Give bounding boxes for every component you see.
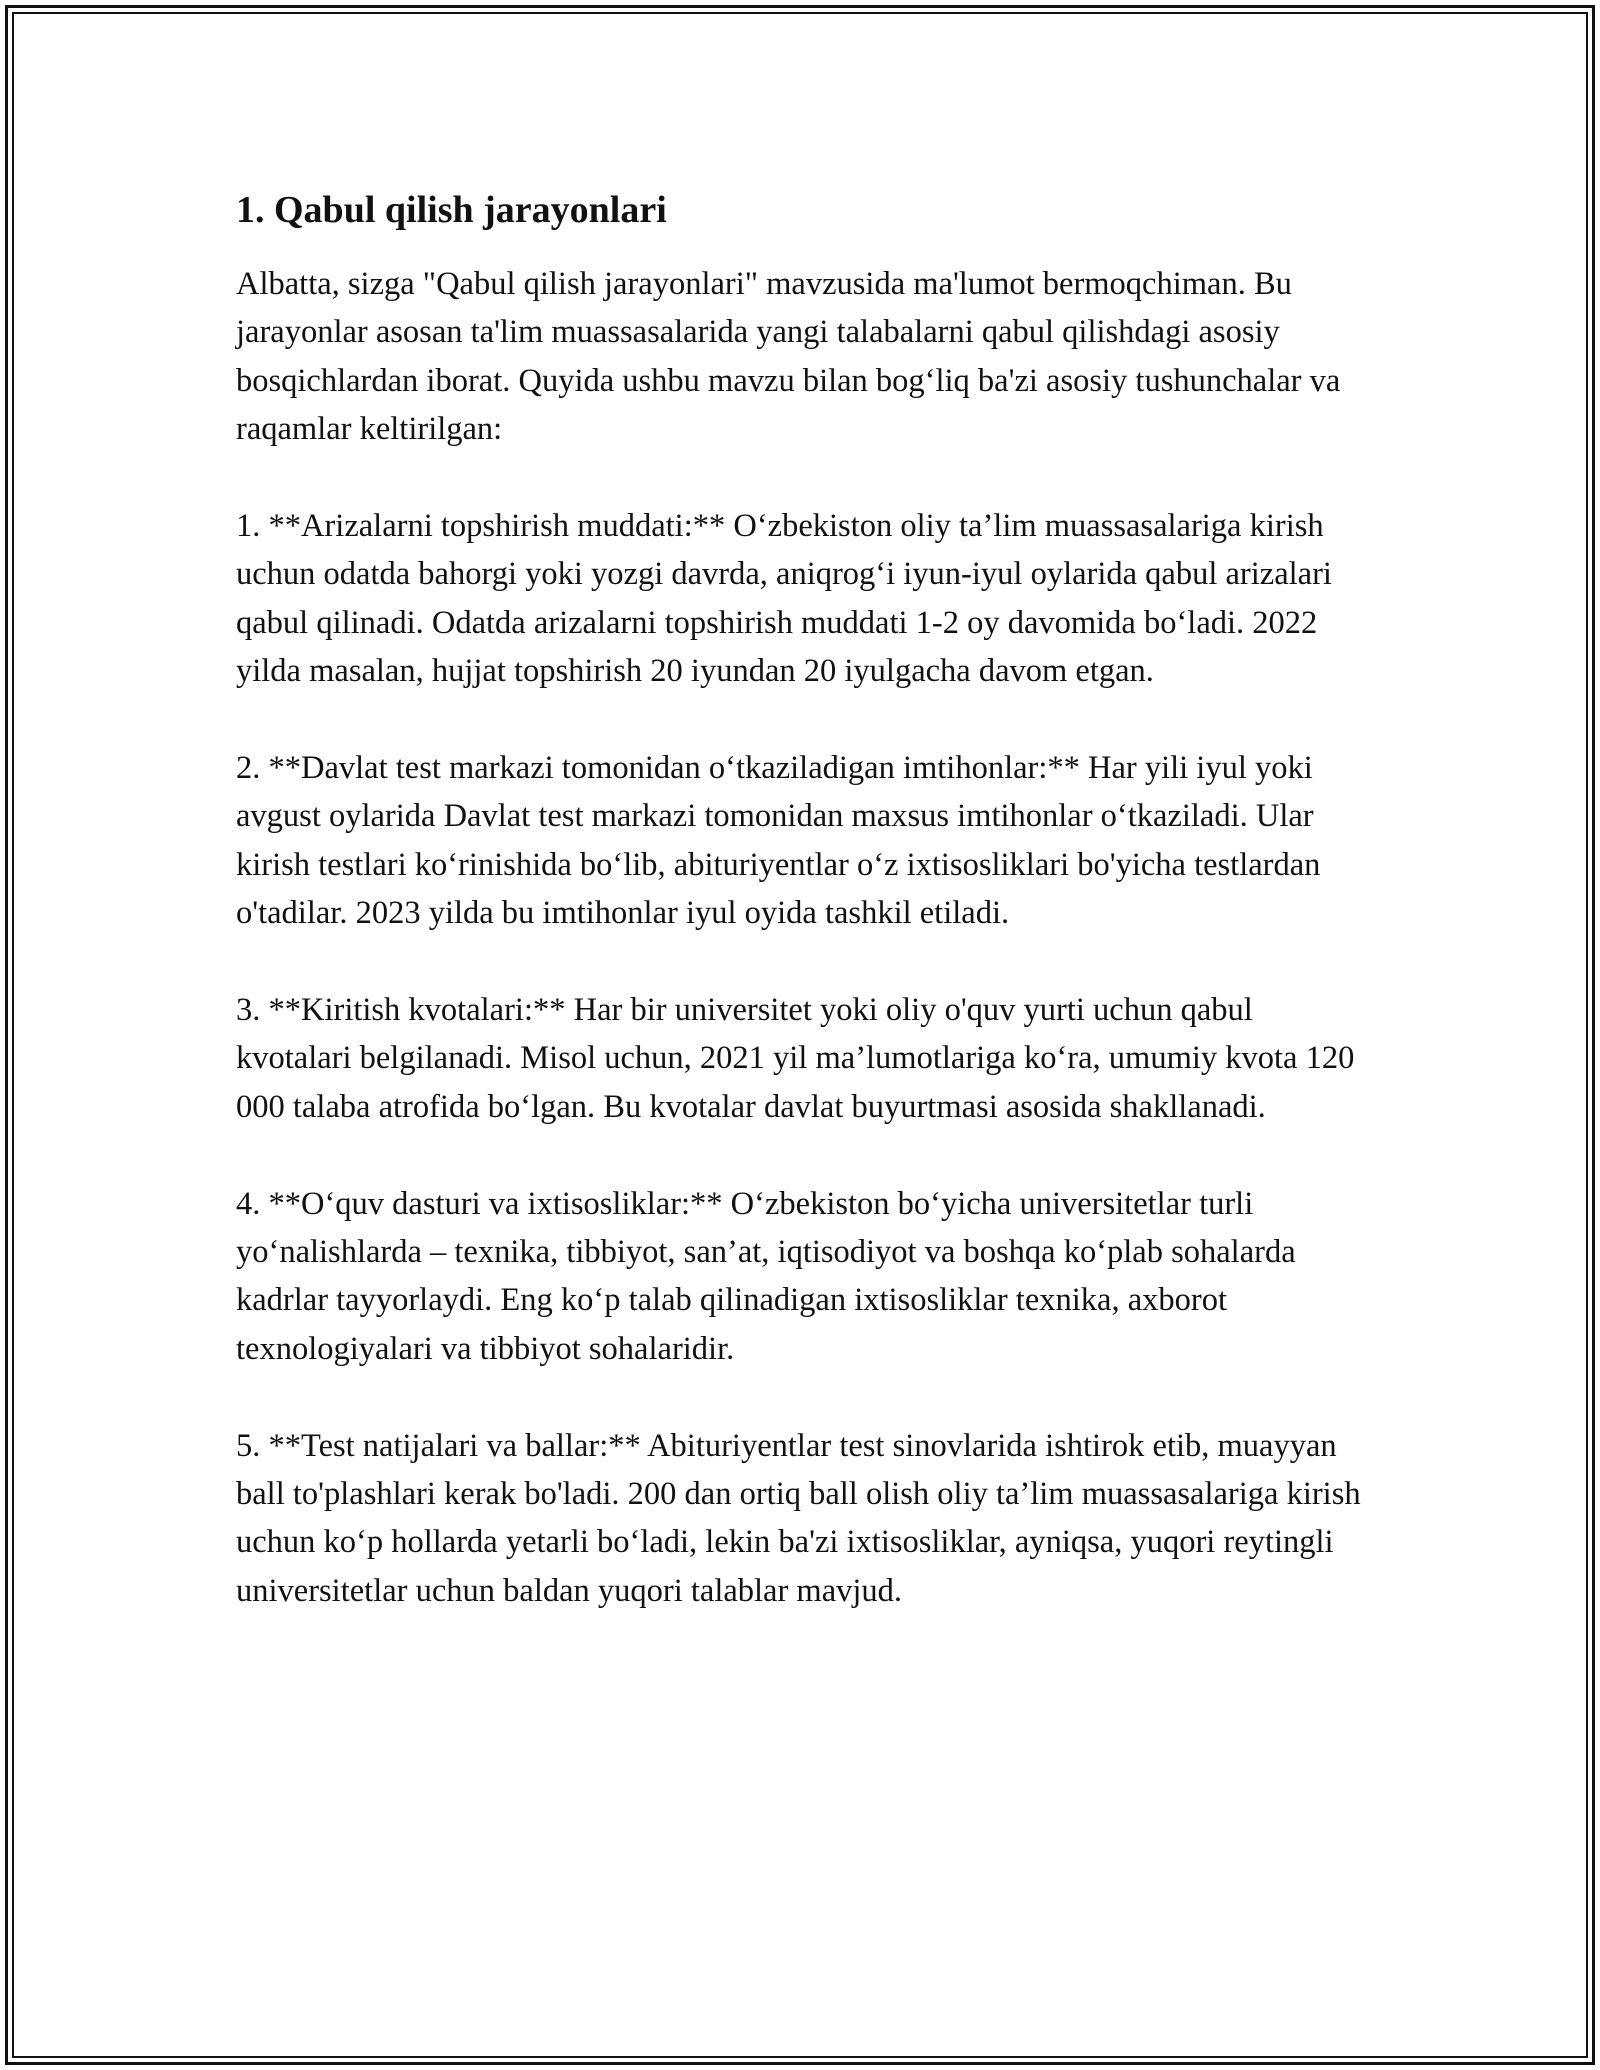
paragraph-spacer [236,696,1366,744]
paragraph-spacer [236,1373,1366,1421]
paragraph-spacer [236,454,1366,502]
list-item: 5. **Test natijalari va ballar:** Abituriyentlar test sinovlarida ishtirok etib, muayyan ball to'plashlari kerak bo'ladi. 200 dan ortiq ball olish oliy ta’lim muassasalariga kirish uchun ko‘p hollarda yetarli bo‘ladi, lekin ba'zi ixtisosliklar, ayniqsa, yuqori reytingli universitetlar uchun baldan yuqori talablar mavjud. [236,1427,1369,1609]
list-item: 4. **O‘quv dasturi va ixtisosliklar:** O‘zbekiston bo‘yicha universitetlar turli yo‘nalishlarda – texnika, tibbiyot, san’at, iqtisodiyot va boshqa ko‘plab sohalarda kadrlar tayyorlaydi. Eng ko‘p talab qilinadigan ixtisosliklar texnika, axborot texnologiyalari va tibbiyot sohalaridir. [236,1185,1304,1367]
section-heading: 1. Qabul qilish jarayonlari [236,189,667,231]
paragraph-spacer [236,1131,1366,1179]
intro-paragraph: Albatta, sizga "Qabul qilish jarayonlari" mavzusida ma'lumot bermoqchiman. Bu jarayonlar asosan ta'lim muassasalarida yangi talabalarni qabul qilishdagi asosiy bosqichlardan iborat. Quyida ushbu mavzu bilan bog‘liq ba'zi asosiy tushunchalar va raqamlar keltirilgan: [236,266,1349,448]
document-body [236,186,1369,1615]
list-item: 3. **Kiritish kvotalari:** Har bir universitet yoki oliy o'quv yurti uchun qabul kvotalari belgilanadi. Misol uchun, 2021 yil ma’lumotlariga ko‘ra, umumiy kvota 120 000 talaba atrofida bo‘lgan. Bu kvotalar davlat buyurtmasi asosida shakllanadi. [236,992,1363,1125]
list-item: 2. **Davlat test markazi tomonidan o‘tkaziladigan imtihonlar:** Har yili iyul yoki avgust oylarida Davlat test markazi tomonidan maxsus imtihonlar o‘tkaziladi. Ular kirish testlari ko‘rinishida bo‘lib, abituriyentlar o‘z ixtisosliklari bo'yicha testlardan o'tadilar. 2023 yilda bu imtihonlar iyul oyida tashkil etiladi. [236,750,1329,932]
paragraph-spacer [236,938,1366,986]
list-item: 1. **Arizalarni topshirish muddati:** O‘zbekiston oliy ta’lim muassasalariga kirish uchun odatda bahorgi yoki yozgi davrda, aniqrog‘i iyun-iyul oylarida qabul arizalari qabul qilinadi. Odatda arizalarni topshirish muddati 1-2 oy davomida bo‘ladi. 2022 yilda masalan, hujjat topshirish 20 iyundan 20 iyulgacha davom etgan. [236,508,1341,690]
